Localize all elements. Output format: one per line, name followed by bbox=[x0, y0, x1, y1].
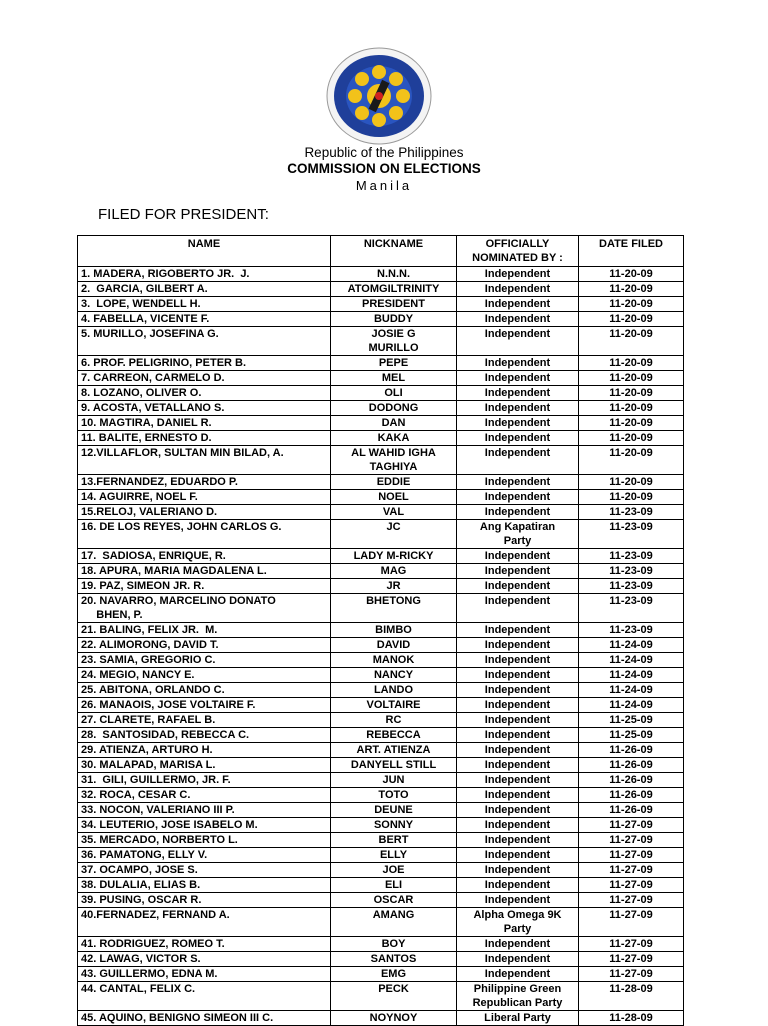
cell-nickname: BHETONG bbox=[331, 594, 457, 623]
cell-date-filed: 11-25-09 bbox=[579, 728, 684, 743]
cell-nominated-by: Independent bbox=[457, 312, 579, 327]
cell-name: 3. LOPE, WENDELL H. bbox=[78, 297, 331, 312]
cell-date-filed: 11-20-09 bbox=[579, 401, 684, 416]
cell-name: 42. LAWAG, VICTOR S. bbox=[78, 952, 331, 967]
cell-date-filed: 11-24-09 bbox=[579, 683, 684, 698]
cell-date-filed: 11-20-09 bbox=[579, 431, 684, 446]
cell-nominated-by: Alpha Omega 9K Party bbox=[457, 908, 579, 937]
cell-name: 32. ROCA, CESAR C. bbox=[78, 788, 331, 803]
table-row bbox=[78, 788, 684, 803]
cell-nickname: VOLTAIRE bbox=[331, 698, 457, 713]
table-row bbox=[78, 1011, 684, 1026]
cell-name: 31. GILI, GUILLERMO, JR. F. bbox=[78, 773, 331, 788]
table-row bbox=[78, 267, 684, 282]
column-header-date-filed: DATE FILED bbox=[579, 236, 684, 267]
cell-nominated-by: Independent bbox=[457, 893, 579, 908]
cell-nominated-by: Independent bbox=[457, 594, 579, 623]
cell-nickname: LANDO bbox=[331, 683, 457, 698]
cell-date-filed: 11-24-09 bbox=[579, 638, 684, 653]
cell-nickname: ART. ATIENZA bbox=[331, 743, 457, 758]
table-row bbox=[78, 863, 684, 878]
cell-date-filed: 11-27-09 bbox=[579, 848, 684, 863]
cell-nickname: AMANG bbox=[331, 908, 457, 937]
table-header-row bbox=[78, 236, 684, 267]
column-header-nominated-by: OFFICIALLY NOMINATED BY : bbox=[457, 236, 579, 267]
cell-nickname: BOY bbox=[331, 937, 457, 952]
cell-date-filed: 11-20-09 bbox=[579, 371, 684, 386]
cell-nickname: OLI bbox=[331, 386, 457, 401]
cell-nickname: NANCY bbox=[331, 668, 457, 683]
cell-name: 24. MEGIO, NANCY E. bbox=[78, 668, 331, 683]
cell-name: 1. MADERA, RIGOBERTO JR. J. bbox=[78, 267, 331, 282]
cell-nominated-by: Independent bbox=[457, 579, 579, 594]
cell-nickname: BIMBO bbox=[331, 623, 457, 638]
cell-nominated-by: Independent bbox=[457, 743, 579, 758]
section-title: FILED FOR PRESIDENT: bbox=[98, 206, 269, 223]
cell-nickname: DAVID bbox=[331, 638, 457, 653]
table-row bbox=[78, 505, 684, 520]
table-row bbox=[78, 908, 684, 937]
cell-date-filed: 11-26-09 bbox=[579, 773, 684, 788]
table-row bbox=[78, 653, 684, 668]
cell-date-filed: 11-20-09 bbox=[579, 446, 684, 475]
cell-nickname: KAKA bbox=[331, 431, 457, 446]
cell-nominated-by: Independent bbox=[457, 431, 579, 446]
cell-name: 18. APURA, MARIA MAGDALENA L. bbox=[78, 564, 331, 579]
table-row bbox=[78, 327, 684, 356]
cell-nominated-by: Philippine Green Republican Party bbox=[457, 982, 579, 1011]
cell-nickname: TOTO bbox=[331, 788, 457, 803]
table-row bbox=[78, 818, 684, 833]
cell-date-filed: 11-20-09 bbox=[579, 312, 684, 327]
cell-nominated-by: Independent bbox=[457, 446, 579, 475]
cell-name: 21. BALING, FELIX JR. M. bbox=[78, 623, 331, 638]
cell-date-filed: 11-26-09 bbox=[579, 743, 684, 758]
cell-name: 35. MERCADO, NORBERTO L. bbox=[78, 833, 331, 848]
cell-nominated-by: Independent bbox=[457, 952, 579, 967]
cell-nickname: PECK bbox=[331, 982, 457, 1011]
cell-name: 16. DE LOS REYES, JOHN CARLOS G. bbox=[78, 520, 331, 549]
cell-nominated-by: Independent bbox=[457, 863, 579, 878]
cell-name: 43. GUILLERMO, EDNA M. bbox=[78, 967, 331, 982]
cell-nickname: PRESIDENT bbox=[331, 297, 457, 312]
cell-nickname: MEL bbox=[331, 371, 457, 386]
cell-name: 36. PAMATONG, ELLY V. bbox=[78, 848, 331, 863]
cell-date-filed: 11-20-09 bbox=[579, 416, 684, 431]
cell-name: 26. MANAOIS, JOSE VOLTAIRE F. bbox=[78, 698, 331, 713]
table-row bbox=[78, 848, 684, 863]
cell-nominated-by: Independent bbox=[457, 490, 579, 505]
cell-nickname: LADY M-RICKY bbox=[331, 549, 457, 564]
cell-nominated-by: Independent bbox=[457, 833, 579, 848]
cell-nickname: DEUNE bbox=[331, 803, 457, 818]
column-header-nickname: NICKNAME bbox=[331, 236, 457, 267]
cell-name: 37. OCAMPO, JOSE S. bbox=[78, 863, 331, 878]
cell-nominated-by: Independent bbox=[457, 698, 579, 713]
cell-nominated-by: Independent bbox=[457, 267, 579, 282]
cell-nickname: DODONG bbox=[331, 401, 457, 416]
table-row bbox=[78, 549, 684, 564]
cell-nickname: JOSIE G MURILLO bbox=[331, 327, 457, 356]
table-row bbox=[78, 401, 684, 416]
cell-nominated-by: Liberal Party bbox=[457, 1011, 579, 1026]
cell-nominated-by: Independent bbox=[457, 758, 579, 773]
cell-nickname: DANYELL STILL bbox=[331, 758, 457, 773]
cell-nominated-by: Independent bbox=[457, 386, 579, 401]
cell-date-filed: 11-28-09 bbox=[579, 982, 684, 1011]
cell-nickname: SANTOS bbox=[331, 952, 457, 967]
cell-nominated-by: Independent bbox=[457, 788, 579, 803]
cell-nickname: EMG bbox=[331, 967, 457, 982]
cell-date-filed: 11-24-09 bbox=[579, 653, 684, 668]
city-heading: Manila bbox=[355, 178, 413, 193]
table-row bbox=[78, 623, 684, 638]
cell-nominated-by: Independent bbox=[457, 356, 579, 371]
cell-name: 45. AQUINO, BENIGNO SIMEON III C. bbox=[78, 1011, 331, 1026]
cell-name: 19. PAZ, SIMEON JR. R. bbox=[78, 579, 331, 594]
cell-nominated-by: Independent bbox=[457, 282, 579, 297]
cell-name: 10. MAGTIRA, DANIEL R. bbox=[78, 416, 331, 431]
cell-date-filed: 11-24-09 bbox=[579, 698, 684, 713]
cell-nickname: MANOK bbox=[331, 653, 457, 668]
cell-name: 27. CLARETE, RAFAEL B. bbox=[78, 713, 331, 728]
cell-date-filed: 11-23-09 bbox=[579, 579, 684, 594]
cell-name: 25. ABITONA, ORLANDO C. bbox=[78, 683, 331, 698]
table-row bbox=[78, 431, 684, 446]
agency-heading: COMMISSION ON ELECTIONS bbox=[287, 161, 481, 176]
republic-heading: Republic of the Philippines bbox=[304, 145, 464, 160]
cell-name: 22. ALIMORONG, DAVID T. bbox=[78, 638, 331, 653]
cell-date-filed: 11-20-09 bbox=[579, 282, 684, 297]
cell-date-filed: 11-20-09 bbox=[579, 475, 684, 490]
cell-nominated-by: Independent bbox=[457, 773, 579, 788]
cell-date-filed: 11-20-09 bbox=[579, 267, 684, 282]
cell-nickname: ELI bbox=[331, 878, 457, 893]
cell-date-filed: 11-28-09 bbox=[579, 1011, 684, 1026]
table-row bbox=[78, 728, 684, 743]
table-row bbox=[78, 803, 684, 818]
cell-date-filed: 11-26-09 bbox=[579, 758, 684, 773]
table-row bbox=[78, 594, 684, 623]
table-row bbox=[78, 683, 684, 698]
cell-date-filed: 11-20-09 bbox=[579, 386, 684, 401]
cell-date-filed: 11-26-09 bbox=[579, 803, 684, 818]
table-row bbox=[78, 297, 684, 312]
cell-nominated-by: Independent bbox=[457, 505, 579, 520]
cell-nominated-by: Independent bbox=[457, 683, 579, 698]
cell-nickname: N.N.N. bbox=[331, 267, 457, 282]
table-row bbox=[78, 312, 684, 327]
table-row bbox=[78, 937, 684, 952]
table-row bbox=[78, 638, 684, 653]
cell-nickname: JC bbox=[331, 520, 457, 549]
cell-date-filed: 11-23-09 bbox=[579, 564, 684, 579]
cell-name: 38. DULALIA, ELIAS B. bbox=[78, 878, 331, 893]
cell-name: 4. FABELLA, VICENTE F. bbox=[78, 312, 331, 327]
table-row bbox=[78, 386, 684, 401]
table-row bbox=[78, 475, 684, 490]
table-row bbox=[78, 564, 684, 579]
cell-date-filed: 11-26-09 bbox=[579, 788, 684, 803]
table-row bbox=[78, 698, 684, 713]
table-row bbox=[78, 743, 684, 758]
cell-date-filed: 11-27-09 bbox=[579, 967, 684, 982]
cell-name: 17. SADIOSA, ENRIQUE, R. bbox=[78, 549, 331, 564]
cell-nominated-by: Independent bbox=[457, 818, 579, 833]
cell-nominated-by: Independent bbox=[457, 623, 579, 638]
cell-name: 29. ATIENZA, ARTURO H. bbox=[78, 743, 331, 758]
candidates-table bbox=[77, 235, 684, 1026]
cell-nominated-by: Independent bbox=[457, 371, 579, 386]
cell-nominated-by: Independent bbox=[457, 653, 579, 668]
table-row bbox=[78, 579, 684, 594]
cell-date-filed: 11-27-09 bbox=[579, 818, 684, 833]
cell-date-filed: 11-20-09 bbox=[579, 356, 684, 371]
cell-name: 7. CARREON, CARMELO D. bbox=[78, 371, 331, 386]
cell-nominated-by: Independent bbox=[457, 803, 579, 818]
cell-name: 14. AGUIRRE, NOEL F. bbox=[78, 490, 331, 505]
cell-name: 41. RODRIGUEZ, ROMEO T. bbox=[78, 937, 331, 952]
cell-name: 33. NOCON, VALERIANO III P. bbox=[78, 803, 331, 818]
cell-nickname: MAG bbox=[331, 564, 457, 579]
cell-nickname: BERT bbox=[331, 833, 457, 848]
cell-nominated-by: Independent bbox=[457, 668, 579, 683]
cell-nominated-by: Independent bbox=[457, 401, 579, 416]
cell-date-filed: 11-27-09 bbox=[579, 937, 684, 952]
cell-date-filed: 11-23-09 bbox=[579, 505, 684, 520]
table-row bbox=[78, 356, 684, 371]
cell-nominated-by: Ang Kapatiran Party bbox=[457, 520, 579, 549]
cell-name: 5. MURILLO, JOSEFINA G. bbox=[78, 327, 331, 356]
table-row bbox=[78, 833, 684, 848]
cell-date-filed: 11-20-09 bbox=[579, 297, 684, 312]
cell-nickname: JOE bbox=[331, 863, 457, 878]
cell-nominated-by: Independent bbox=[457, 475, 579, 490]
table-row bbox=[78, 878, 684, 893]
cell-name: 44. CANTAL, FELIX C. bbox=[78, 982, 331, 1011]
cell-date-filed: 11-24-09 bbox=[579, 668, 684, 683]
cell-date-filed: 11-25-09 bbox=[579, 713, 684, 728]
cell-date-filed: 11-27-09 bbox=[579, 952, 684, 967]
cell-nickname: NOEL bbox=[331, 490, 457, 505]
cell-nickname: PEPE bbox=[331, 356, 457, 371]
cell-name: 20. NAVARRO, MARCELINO DONATO BHEN, P. bbox=[78, 594, 331, 623]
table-row bbox=[78, 490, 684, 505]
cell-name: 28. SANTOSIDAD, REBECCA C. bbox=[78, 728, 331, 743]
table-row bbox=[78, 446, 684, 475]
cell-date-filed: 11-20-09 bbox=[579, 327, 684, 356]
cell-nickname: VAL bbox=[331, 505, 457, 520]
cell-nickname: REBECCA bbox=[331, 728, 457, 743]
table-row bbox=[78, 893, 684, 908]
cell-date-filed: 11-23-09 bbox=[579, 549, 684, 564]
table-row bbox=[78, 982, 684, 1011]
cell-nominated-by: Independent bbox=[457, 327, 579, 356]
cell-nickname: RC bbox=[331, 713, 457, 728]
cell-name: 2. GARCIA, GILBERT A. bbox=[78, 282, 331, 297]
cell-nominated-by: Independent bbox=[457, 297, 579, 312]
table-row bbox=[78, 520, 684, 549]
cell-nickname: JUN bbox=[331, 773, 457, 788]
cell-nickname: EDDIE bbox=[331, 475, 457, 490]
cell-nominated-by: Independent bbox=[457, 878, 579, 893]
table-row bbox=[78, 967, 684, 982]
column-header-name: NAME bbox=[78, 236, 331, 267]
cell-nominated-by: Independent bbox=[457, 937, 579, 952]
cell-nominated-by: Independent bbox=[457, 713, 579, 728]
cell-date-filed: 11-27-09 bbox=[579, 893, 684, 908]
cell-nickname: ATOMGILTRINITY bbox=[331, 282, 457, 297]
cell-nominated-by: Independent bbox=[457, 848, 579, 863]
cell-nickname: DAN bbox=[331, 416, 457, 431]
cell-date-filed: 11-23-09 bbox=[579, 594, 684, 623]
cell-name: 9. ACOSTA, VETALLANO S. bbox=[78, 401, 331, 416]
table-row bbox=[78, 952, 684, 967]
cell-name: 23. SAMIA, GREGORIO C. bbox=[78, 653, 331, 668]
cell-nominated-by: Independent bbox=[457, 564, 579, 579]
table-row bbox=[78, 282, 684, 297]
cell-name: 39. PUSING, OSCAR R. bbox=[78, 893, 331, 908]
cell-nickname: NOYNOY bbox=[331, 1011, 457, 1026]
cell-name: 11. BALITE, ERNESTO D. bbox=[78, 431, 331, 446]
cell-nominated-by: Independent bbox=[457, 728, 579, 743]
cell-nickname: SONNY bbox=[331, 818, 457, 833]
table-row bbox=[78, 773, 684, 788]
comelec-seal-logo bbox=[324, 46, 434, 146]
table-row bbox=[78, 668, 684, 683]
table-row bbox=[78, 758, 684, 773]
table-row bbox=[78, 416, 684, 431]
cell-date-filed: 11-23-09 bbox=[579, 623, 684, 638]
cell-date-filed: 11-23-09 bbox=[579, 520, 684, 549]
cell-nominated-by: Independent bbox=[457, 549, 579, 564]
cell-date-filed: 11-20-09 bbox=[579, 490, 684, 505]
cell-date-filed: 11-27-09 bbox=[579, 878, 684, 893]
cell-nickname: ELLY bbox=[331, 848, 457, 863]
cell-nominated-by: Independent bbox=[457, 638, 579, 653]
cell-nickname: AL WAHID IGHA TAGHIYA bbox=[331, 446, 457, 475]
cell-name: 15.RELOJ, VALERIANO D. bbox=[78, 505, 331, 520]
cell-name: 12.VILLAFLOR, SULTAN MIN BILAD, A. bbox=[78, 446, 331, 475]
cell-date-filed: 11-27-09 bbox=[579, 833, 684, 848]
cell-nickname: OSCAR bbox=[331, 893, 457, 908]
cell-name: 8. LOZANO, OLIVER O. bbox=[78, 386, 331, 401]
cell-nickname: JR bbox=[331, 579, 457, 594]
cell-nickname: BUDDY bbox=[331, 312, 457, 327]
cell-date-filed: 11-27-09 bbox=[579, 863, 684, 878]
cell-name: 40.FERNADEZ, FERNAND A. bbox=[78, 908, 331, 937]
cell-name: 30. MALAPAD, MARISA L. bbox=[78, 758, 331, 773]
cell-name: 6. PROF. PELIGRINO, PETER B. bbox=[78, 356, 331, 371]
cell-nominated-by: Independent bbox=[457, 967, 579, 982]
cell-nominated-by: Independent bbox=[457, 416, 579, 431]
cell-date-filed: 11-27-09 bbox=[579, 908, 684, 937]
table-row bbox=[78, 371, 684, 386]
table-row bbox=[78, 713, 684, 728]
cell-name: 34. LEUTERIO, JOSE ISABELO M. bbox=[78, 818, 331, 833]
cell-name: 13.FERNANDEZ, EDUARDO P. bbox=[78, 475, 331, 490]
